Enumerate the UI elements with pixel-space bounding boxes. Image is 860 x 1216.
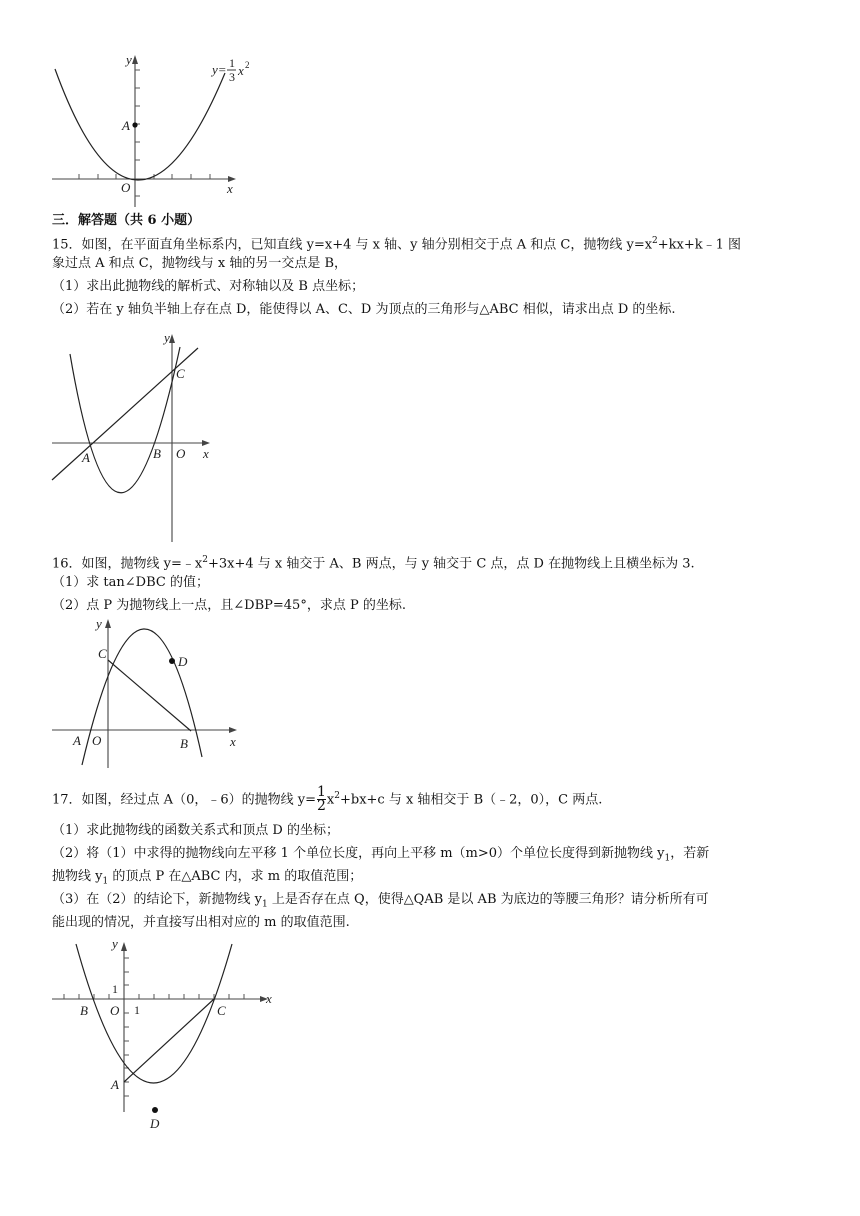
q17-part-3-line1: （3）在（2）的结论下，新抛物线 $y_1$ 上是否存在点 Q，使得△QAB 是以 AB 为底边的等腰三角形？请分析所有可 <box>52 892 709 910</box>
svg-text:y=: y= <box>212 62 227 77</box>
y-axis-ticks <box>124 958 129 1096</box>
origin-label: O <box>92 733 102 748</box>
svg-text:x: x <box>238 63 244 78</box>
y-axis-arrow-icon <box>132 55 138 64</box>
parabola-curve <box>70 347 180 493</box>
point-a-label: A <box>82 450 90 465</box>
figure-q15 <box>52 330 210 542</box>
point-d-dot <box>169 658 175 664</box>
y-axis-label: y <box>164 330 170 345</box>
q16-part-2: （2）点 P 为抛物线上一点，且∠DBP=45°，求点 P 的坐标. <box>52 598 406 613</box>
parabola-curve <box>55 69 225 180</box>
point-a-label: A <box>111 1077 119 1092</box>
point-b-label: B <box>153 446 161 461</box>
point-a-dot <box>132 122 137 127</box>
x-axis-arrow-icon <box>229 727 237 733</box>
y-axis-ticks <box>135 70 140 196</box>
curve-equation-label <box>210 56 250 84</box>
x-axis-ticks <box>79 174 210 179</box>
svg-text:2: 2 <box>245 60 250 70</box>
q16-part-1: （1）求 tan∠DBC 的值； <box>52 575 209 590</box>
origin-label: O <box>176 446 186 461</box>
x-axis-label: x <box>227 181 233 196</box>
parabola-curve <box>76 944 232 1083</box>
y-axis-arrow-icon <box>105 619 111 628</box>
x-axis-label: x <box>203 446 209 461</box>
point-c-label: C <box>98 646 107 661</box>
q17-part-1: （1）求此抛物线的函数关系式和顶点 D 的坐标； <box>52 823 339 838</box>
q16-stem: 16．如图，抛物线 $y=﹣x^2+3x+4$ 与 x 轴交于 A、B 两点，与 y 轴交于 C 点，点 D 在抛物线上且横坐标为 3. <box>52 555 695 572</box>
point-a-label: A <box>73 733 81 748</box>
svg-text:1: 1 <box>229 56 235 70</box>
figure-q16 <box>52 616 237 768</box>
q17-part-2-line1: （2）将（1）中求得的抛物线向左平移 1 个单位长度，再向上平移 m（m>0）个单位长度得到新抛物线 $y_1$，若新 <box>52 846 710 864</box>
vertex-d-dot <box>152 1107 158 1113</box>
x-axis-label: x <box>230 734 236 749</box>
y-axis-arrow-icon <box>169 334 175 343</box>
origin-label: O <box>110 1003 120 1018</box>
figure-q14 <box>52 52 250 207</box>
point-a-label: A <box>122 118 130 133</box>
y-unit-label: 1 <box>112 982 118 996</box>
figure-q17 <box>52 936 272 1131</box>
point-c-label: C <box>217 1003 226 1018</box>
point-d-label: D <box>178 654 188 669</box>
section-heading: 三．解答题（共 6 小题） <box>52 213 201 228</box>
point-c-label: C <box>176 366 185 381</box>
point-b-label: B <box>180 736 188 751</box>
svg-text:3: 3 <box>229 70 235 84</box>
y-axis-arrow-icon <box>121 942 127 951</box>
q15-part-2: （2）若在 y 轴负半轴上存在点 D，能使得以 A、C、D 为顶点的三角形与△ABC 相似，请求出点 D 的坐标. <box>52 302 676 317</box>
q15-stem-line1: 15．如图，在平面直角坐标系内，已知直线 y=x+4 与 x 轴、y 轴分别相交于点 A 和点 C，抛物线 $y=x^2+kx+k﹣1$ 图 <box>52 236 742 253</box>
q15-stem-line2: 象过点 A 和点 C，抛物线与 x 轴的另一交点是 B， <box>52 256 348 271</box>
y-axis-label: y <box>112 936 118 951</box>
y-axis-label: y <box>96 616 102 631</box>
q17-part-3-line2: 能出现的情况，并直接写出相对应的 m 的取值范围. <box>52 915 350 930</box>
x-axis-label: x <box>266 991 272 1006</box>
segment-cb <box>108 660 191 731</box>
q17-stem: 17．如图，经过点 A（0，﹣6）的抛物线 y= $\frac{1}{2}$ $x^2+bx+c$ 与 x 轴相交于 B（﹣2，0），C 两点. <box>52 784 603 815</box>
x-axis-ticks <box>64 994 244 999</box>
q15-part-1: （1）求出此抛物线的解析式、对称轴以及 B 点坐标； <box>52 279 365 294</box>
vertex-d-label: D <box>150 1116 160 1131</box>
y-axis-label: y <box>126 52 132 67</box>
point-b-label: B <box>80 1003 88 1018</box>
origin-label: O <box>121 180 131 195</box>
fraction-one-half: $\frac{1}{2}$ <box>316 784 326 815</box>
x-unit-label: 1 <box>134 1003 140 1017</box>
q17-part-2-line2: 抛物线 $y_1$ 的顶点 P 在△ABC 内，求 m 的取值范围； <box>52 869 363 887</box>
